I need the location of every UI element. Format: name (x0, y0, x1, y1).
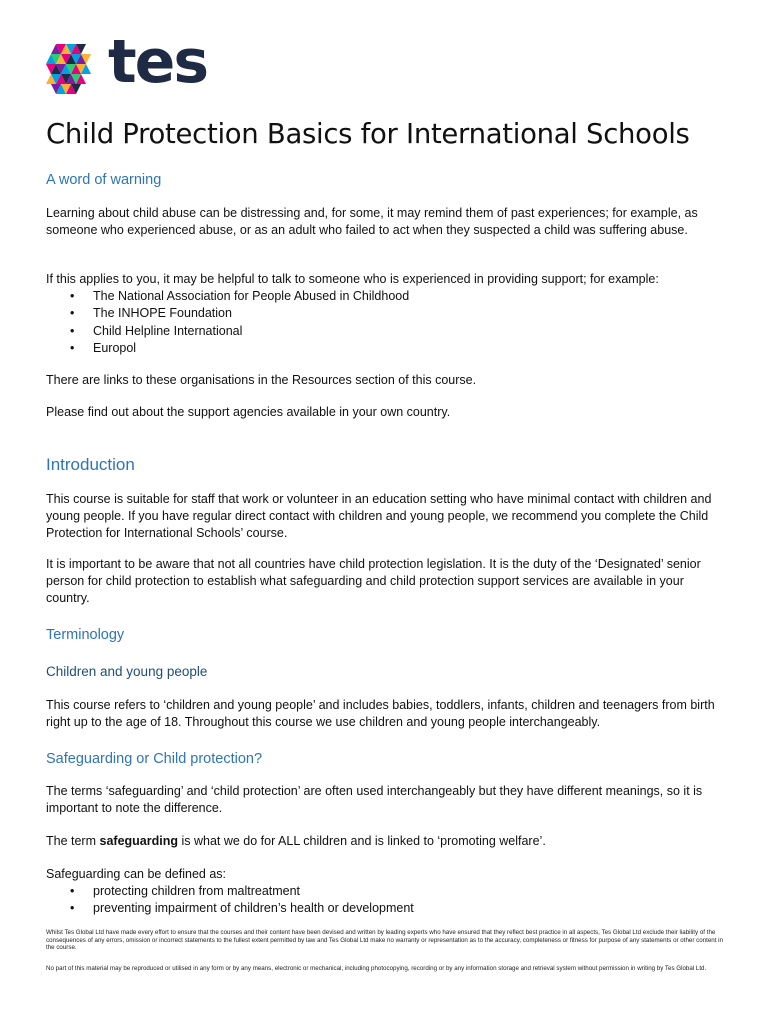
tes-logo (46, 27, 208, 100)
warning-paragraph-4: Please find out about the support agencies available in your own country. (46, 405, 451, 419)
children-definition-paragraph: This course refers to ‘children and young people’ and includes babies, toddlers, infants, children and teenagers from birth right up to the age of 18. Throughout this course we use children and young people interchangeably. (46, 698, 715, 729)
list-item: • Europol (46, 340, 726, 357)
subheading-children-and-young-people: Children and young people (46, 664, 208, 679)
introduction-paragraph-1: This course is suitable for staff that work or volunteer in an education setting who have minimal contact with children and young people. If you have regular direct contact with children and young people, we recommend you complete the Child Protection for International Schools’ course. (46, 492, 712, 540)
support-organisations-list (46, 288, 726, 357)
bold-term-safeguarding: safeguarding (99, 834, 178, 848)
introduction-paragraph-2: It is important to be aware that not all countries have child protection legislation. It is the duty of the ‘Designated’ senior person for child protection to establish what safeguarding and child protection support services are available in your country. (46, 557, 701, 605)
footer-disclaimer: Whilst Tes Global Ltd have made every effort to ensure that the courses and their content have been devised and written by leading experts who have ensured that they reflect best practice in all aspects, Tes Global Ltd exclude their liability of the consequences of any errors, omission or incorrect statements to the fullest extent permitted by law and Tes Global Ltd make no warranty or representation as to the accuracy, completeness or fitness for purpose of any statements or other content in the course. (46, 929, 723, 952)
footer-copyright: No part of this material may be reproduced or utilised in any form or by any means, electronic or mechanical, including photocopying, recording or by any information storage and retrieval system without permission in writing by Tes Global Ltd. (46, 965, 707, 972)
section-heading-introduction: Introduction (46, 455, 135, 474)
warning-paragraph-2: If this applies to you, it may be helpful to talk to someone who is experienced in providing support; for example: (46, 272, 659, 286)
section-heading-warning: A word of warning (46, 172, 162, 188)
list-item: • The INHOPE Foundation (46, 305, 726, 322)
safeguarding-paragraph-2: The term safeguarding is what we do for ALL children and is linked to ‘promoting welfare’. (46, 834, 546, 848)
list-item: • The National Association for People Abused in Childhood (46, 288, 726, 305)
safeguarding-definition-list (46, 883, 726, 918)
warning-paragraph-1: Learning about child abuse can be distressing and, for some, it may remind them of past experiences; for example, as someone who experienced abuse, or as an adult who failed to act when they suspected a child was suffering abuse. (46, 206, 698, 237)
list-item: • preventing impairment of children’s health or development (46, 900, 726, 917)
document-title: Child Protection Basics for International Schools (46, 118, 690, 150)
section-heading-terminology: Terminology (46, 627, 125, 643)
subheading-safeguarding: Safeguarding or Child protection? (46, 751, 263, 767)
list-item: • protecting children from maltreatment (46, 883, 726, 900)
tes-logo-mosaic-icon (46, 42, 104, 100)
warning-paragraph-3: There are links to these organisations in the Resources section of this course. (46, 373, 477, 387)
list-item: • Child Helpline International (46, 323, 726, 340)
safeguarding-paragraph-1: The terms ‘safeguarding’ and ‘child protection’ are often used interchangeably but they have different meanings, so it is important to note the difference. (46, 784, 703, 815)
safeguarding-paragraph-3: Safeguarding can be defined as: (46, 867, 226, 881)
logo-wordmark: tes (108, 27, 208, 97)
